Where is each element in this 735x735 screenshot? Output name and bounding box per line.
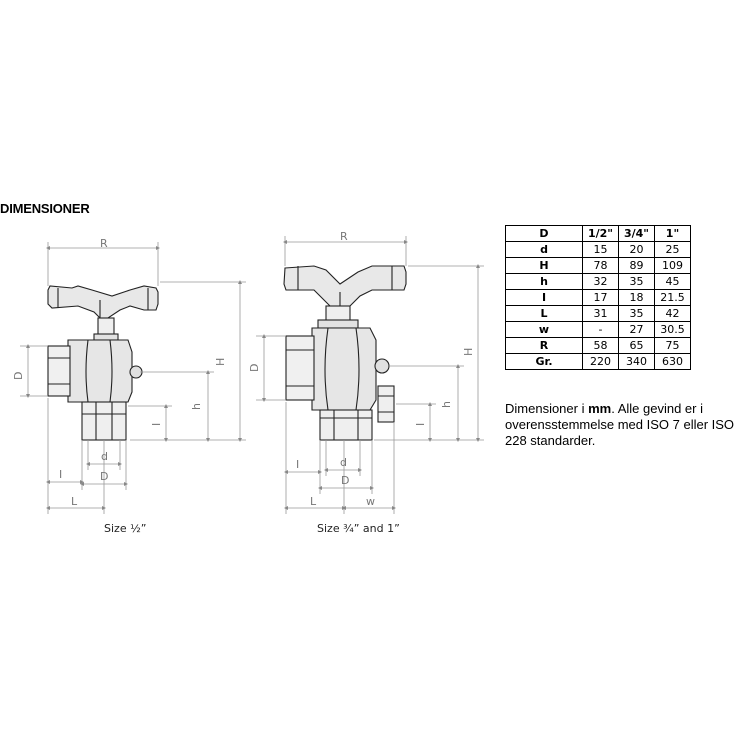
right-label-d: d	[340, 456, 347, 469]
table-row-label: d	[506, 242, 583, 258]
table-header-cell: 1"	[655, 226, 691, 242]
valve-half-inch-drawing	[48, 286, 158, 440]
right-label-D-bottom: D	[341, 474, 350, 487]
table-row-label: H	[506, 258, 583, 274]
table-cell: 220	[583, 354, 619, 370]
table-row	[506, 338, 691, 354]
left-label-I-right: I	[150, 422, 163, 426]
table-cell: 18	[619, 290, 655, 306]
table-cell: 30.5	[655, 322, 691, 338]
table-cell: 340	[619, 354, 655, 370]
table-cell: 78	[583, 258, 619, 274]
section-heading: DIMENSIONER	[0, 201, 90, 216]
table-cell: 15	[583, 242, 619, 258]
table-cell: 45	[655, 274, 691, 290]
table-cell: 35	[619, 274, 655, 290]
right-label-H: H	[462, 347, 475, 356]
table-row	[506, 258, 691, 274]
table-row-label: R	[506, 338, 583, 354]
table-header-row	[506, 226, 691, 242]
table-cell: 21.5	[655, 290, 691, 306]
table-header-cell: D	[506, 226, 583, 242]
table-cell: 31	[583, 306, 619, 322]
table-row	[506, 274, 691, 290]
left-label-d: d	[101, 450, 108, 463]
table-row-label: w	[506, 322, 583, 338]
right-label-w: w	[366, 495, 375, 508]
valve-three-quarter-one-inch-drawing	[284, 266, 406, 440]
right-label-L: L	[310, 495, 317, 508]
left-label-h: h	[190, 403, 203, 410]
table-cell: 65	[619, 338, 655, 354]
table-cell: 630	[655, 354, 691, 370]
table-cell: -	[583, 322, 619, 338]
dimensions-note	[505, 401, 735, 449]
table-row	[506, 242, 691, 258]
right-label-I-right: I	[414, 422, 427, 426]
table-cell: 20	[619, 242, 655, 258]
left-label-D: D	[12, 371, 25, 380]
note-suffix: . Alle gevind er i overensstemmelse med ISO 7 eller ISO 228 standarder.	[505, 401, 735, 448]
table-cell: 75	[655, 338, 691, 354]
dimensions-table	[505, 225, 691, 370]
caption-half-inch: Size ½”	[104, 522, 147, 535]
table-row	[506, 354, 691, 370]
table-row-label: h	[506, 274, 583, 290]
right-label-R: R	[340, 230, 348, 243]
table-cell: 35	[619, 306, 655, 322]
table-cell: 42	[655, 306, 691, 322]
table-row-label: L	[506, 306, 583, 322]
table-row-label: I	[506, 290, 583, 306]
table-cell: 109	[655, 258, 691, 274]
table-header-cell: 3/4"	[619, 226, 655, 242]
note-unit: mm	[588, 401, 612, 416]
left-label-H: H	[214, 357, 227, 366]
left-label-R: R	[100, 237, 108, 250]
table-header-cell: 1/2"	[583, 226, 619, 242]
right-label-D: D	[248, 363, 261, 372]
right-label-I-bottom: I	[296, 458, 300, 471]
table-cell: 58	[583, 338, 619, 354]
note-prefix: Dimensioner i	[505, 401, 589, 416]
table-cell: 32	[583, 274, 619, 290]
table-row-label: Gr.	[506, 354, 583, 370]
right-label-h: h	[440, 401, 453, 408]
left-label-L: L	[71, 495, 78, 508]
table-cell: 25	[655, 242, 691, 258]
table-row	[506, 306, 691, 322]
valve-drawings	[0, 220, 500, 520]
left-label-D-bottom: D	[100, 470, 109, 483]
left-label-I-bottom: I	[59, 468, 63, 481]
table-row	[506, 322, 691, 338]
table-cell: 89	[619, 258, 655, 274]
caption-three-quarter-one-inch: Size ¾” and 1”	[317, 522, 400, 535]
table-cell: 27	[619, 322, 655, 338]
table-cell: 17	[583, 290, 619, 306]
table-row	[506, 290, 691, 306]
